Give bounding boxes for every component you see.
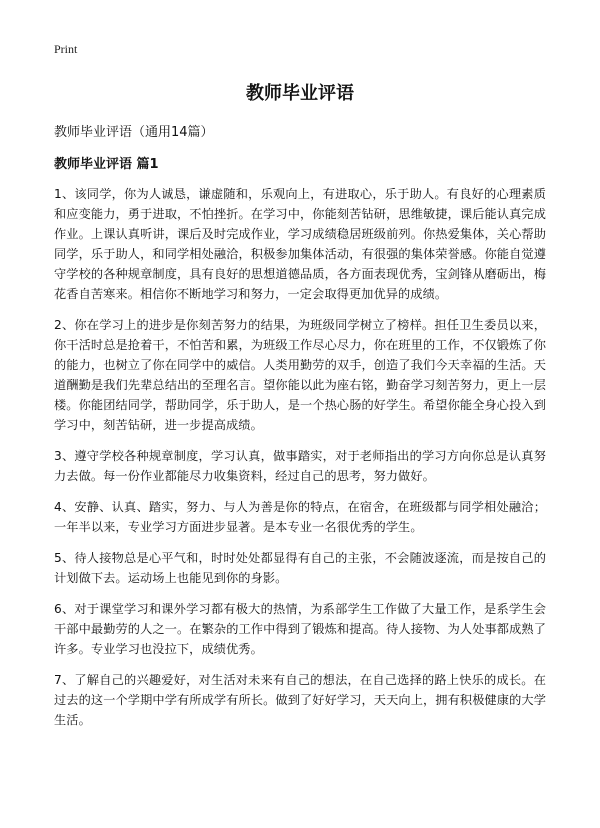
paragraph-6: 6、对于课堂学习和课外学习都有极大的热情，为系部学生工作做了大量工作，是系学生会干部中最勤劳的人之一。在繁杂的工作中得到了锻炼和提高。待人接物、为人处事都成熟了许多。专业学习也没拉下，成绩优秀。 [54, 602, 546, 656]
paragraph-2: 2、你在学习上的进步是你刻苦努力的结果，为班级同学树立了榜样。担任卫生委员以来，你干活时总是抢着干，不怕苦和累，为班级工作尽心尽力，你在班里的工作，不仅锻炼了你的能力，也树立了你在同学中的威信。人类用勤劳的双手，创造了我们今天幸福的生活。天道酬勤是我们先辈总结出的至理名言。望你能以此为座右铭，勤奋学习刻苦努力，更上一层楼。你能团结同学，帮助同学，乐于助人，是一个热心肠的好学生。希望你能全身心投入到学习中，刻苦钻研，进一步提高成绩。 [54, 318, 546, 432]
document-title: 教师毕业评语 [246, 83, 354, 104]
section-heading: 教师毕业评语 篇1 [54, 157, 159, 172]
paragraph-5: 5、待人接物总是心平气和，时时处处都显得有自己的主张，不会随波逐流，而是按自己的计划做下去。运动场上也能见到你的身影。 [54, 551, 546, 585]
document-subtitle: 教师毕业评语（通用14篇） [54, 125, 214, 140]
paragraph-7: 7、了解自己的兴趣爱好，对生活对未来有自己的想法，在自己选择的路上快乐的成长。在过去的这一个学期中学有所成学有所长。做到了好好学习，天天向上，拥有积极健康的大学生活。 [54, 673, 546, 727]
paragraph-4: 4、安静、认真、踏实，努力、与人为善是你的特点，在宿舍，在班级都与同学相处融洽；一年半以来，专业学习方面进步显著。是本专业一名很优秀的学生。 [54, 500, 546, 534]
paragraph-3: 3、遵守学校各种规章制度，学习认真，做事踏实，对于老师指出的学习方向你总是认真努力去做。每一份作业都能尽力收集资料，经过自己的思考，努力做好。 [54, 449, 546, 483]
paragraph-1: 1、该同学，你为人诚恳，谦虚随和，乐观向上，有进取心，乐于助人。有良好的心理素质和应变能力，勇于进取，不怕挫折。在学习中，你能刻苦钻研，思维敏捷，课后能认真完成作业。上课认真听讲，课后及时完成作业，学习成绩稳居班级前列。你热爱集体，关心帮助同学，乐于助人，和同学相处融洽，积极参加集体活动，有很强的集体荣誉感。你能自觉遵守学校的各种规章制度，具有良好的思想道德品质，各方面表现优秀，宝剑锋从磨砺出，梅花香自苦寒来。相信你不断地学习和努力，一定会取得更加优异的成绩。 [54, 187, 546, 301]
print-label: Print [54, 42, 78, 56]
